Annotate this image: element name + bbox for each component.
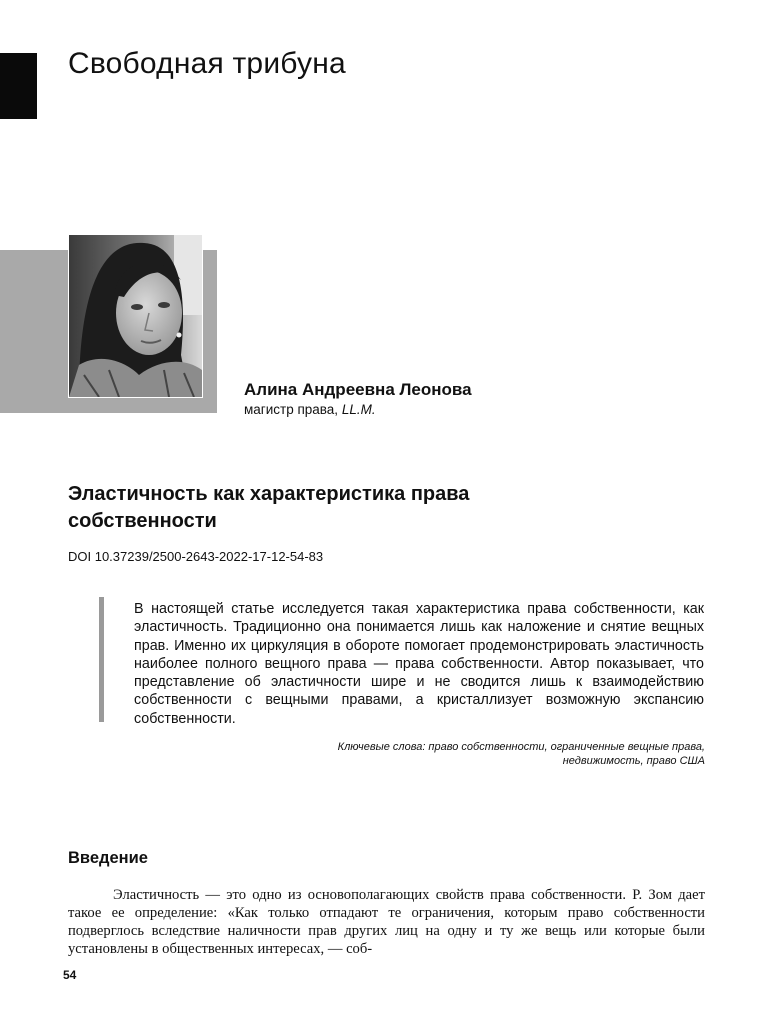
page-number: 54 xyxy=(63,968,77,982)
article-title: Эластичность как характеристика права собственности xyxy=(68,483,470,532)
abstract-bar xyxy=(99,597,104,722)
article-doi: DOI 10.37239/2500-2643-2022-17-12-54-83 xyxy=(68,549,324,564)
article-abstract: В настоящей статье исследуется такая характеристика права собственности, как эластичность. Традиционно она понимается лишь как наложение и снятие вещных прав. Именно их циркуляция в обороте помогает продемонстрировать эластичность наиболее полного вещного права — права собственности. Автор показывает, что представление об эластичности шире и не сводится лишь к взаимодействию собственности с вещными правами, а кристаллизует возможную экспансию собственности. xyxy=(134,601,704,727)
author-degree-prefix: магистр права, xyxy=(244,402,342,417)
author-degree xyxy=(244,401,376,418)
author-degree-suffix: LL.M. xyxy=(341,402,376,417)
author-photo xyxy=(68,234,203,398)
author-name: Алина Андреевна Леонова xyxy=(244,380,472,399)
keywords-line-1: Ключевые слова: право собственности, ограниченные вещные права, xyxy=(337,741,705,753)
section-header: Свободная трибуна xyxy=(68,47,346,80)
intro-paragraph: Эластичность — это одно из основополагающих свойств права собственности. Р. Зом дает такое ее определение: «Как только отпадают те ограничения, которым право собственности подверглось вследствие наличности прав других лиц на одну и ту же вещь или которые были установлены в общественных интересах, — соб- xyxy=(68,887,705,957)
keywords-line-2: недвижимость, право США xyxy=(562,755,705,767)
section-tab-marker xyxy=(0,53,37,119)
intro-heading: Введение xyxy=(68,849,148,867)
keywords xyxy=(250,740,705,768)
